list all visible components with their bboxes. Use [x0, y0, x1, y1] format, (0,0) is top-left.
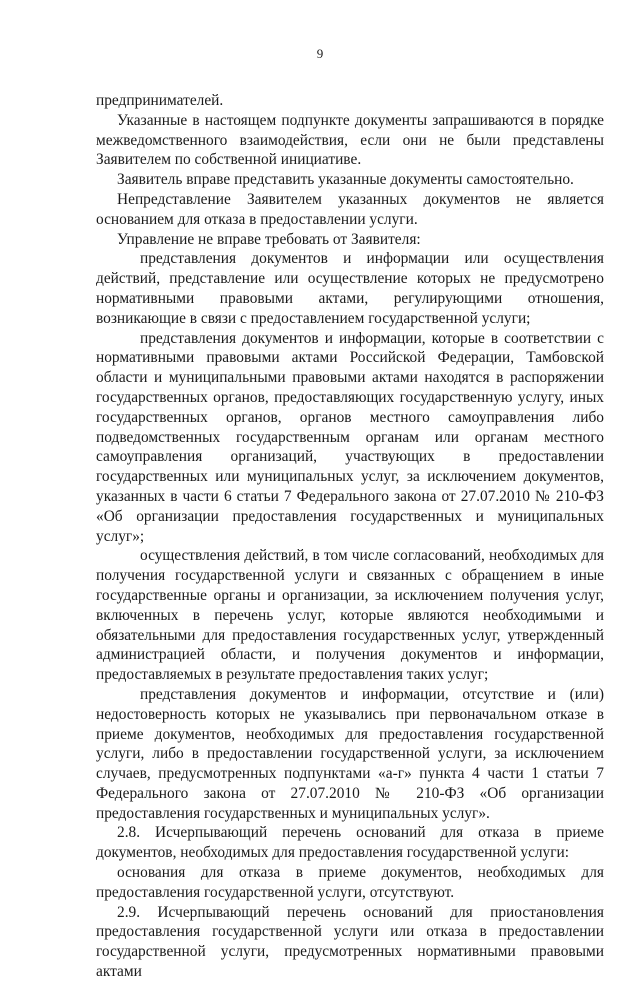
paragraph-prohibition-1: представления документов и информации или осуществления действий, представление или осуществление которых не предусмотрено нормативными правовыми актами, регулирующими отношения, возникающие в связи с предоставлением государственной услуги;	[96, 250, 604, 327]
paragraph-applicant-right: Заявитель вправе представить указанные документы самостоятельно.	[117, 171, 574, 189]
paragraph-section-2-9: 2.9. Исчерпывающий перечень оснований для приостановления предоставления государственной услуги или отказа в предоставлении государственной услуги, предусмотренных нормативными правовыми актами	[96, 903, 604, 981]
paragraph-non-submission: Непредставление Заявителем указанных документов не является основанием для отказа в предоставлении услуги.	[96, 190, 604, 228]
paragraph-interagency-request: Указанные в настоящем подпункте документы запрашиваются в порядке межведомственного взаимодействия, если они не были представлены Заявителем по собственной инициативе.	[96, 111, 604, 169]
paragraph-prohibition-3: осуществления действий, в том числе согласований, необходимых для получения государственной услуги и связанных с обращением в иные государственные органы и организации, за исключением получения услуг, включенных в перечень услуг, которые являются необходимыми и обязательными для предоставления государственных услуг, утвержденный администрацией области, и получения документов и информации, предоставляемых в результате предоставления таких услуг;	[96, 547, 604, 684]
paragraph-prohibition-2: представления документов и информации, которые в соответствии с нормативными правовыми актами Российской Федерации, Тамбовской области и муниципальными правовыми актами находятся в распоряжении государственных органов, предоставляющих государственную услугу, иных государственных органов, органов местного самоуправления либо подведомственных государственным органам или органам местного самоуправления организаций, участвующих в предоставлении государственных или муниципальных услуг, за исключением документов, указанных в части 6 статьи 7 Федерального закона от 27.07.2010 № 210-ФЗ «Об организации предоставления государственных и муниципальных услуг»;	[96, 329, 604, 545]
paragraph-prohibition-4: представления документов и информации, отсутствие и (или) недостоверность которых не указывались при первоначальном отказе в приеме документов, необходимых для предоставления государственной услуги, либо в предоставлении государственной услуги, за исключением случаев, предусмотренных подпунктами «а-г» пункта 4 части 1 статьи 7 Федерального закона от 27.07.2010 № 210-ФЗ «Об организации предоставления государственных и муниципальных услуг».	[96, 685, 604, 822]
page-number: 9	[316, 46, 324, 61]
paragraph-continuation: предпринимателей.	[96, 92, 224, 109]
paragraph-no-grounds: основания для отказа в приеме документов, необходимых для предоставления государственной услуги, отсутствуют.	[96, 864, 604, 901]
document-body	[96, 91, 604, 982]
paragraph-section-2-8: 2.8. Исчерпывающий перечень оснований для отказа в приеме документов, необходимых для предоставления государственной услуги:	[96, 824, 604, 862]
paragraph-prohibitions-intro: Управление не вправе требовать от Заявителя:	[117, 230, 421, 248]
